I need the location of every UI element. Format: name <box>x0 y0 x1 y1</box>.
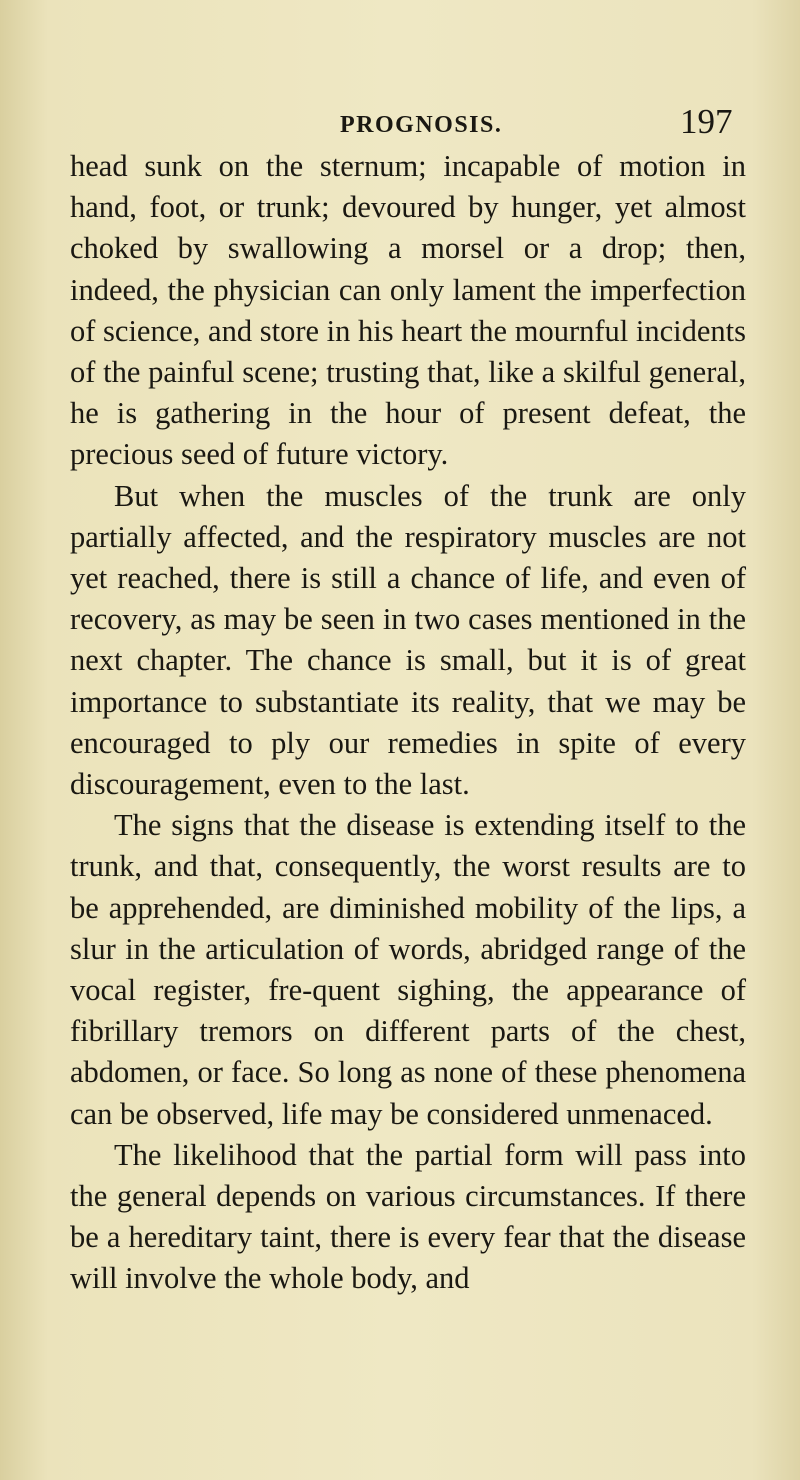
paragraph: The signs that the disease is extending itself to the trunk, and that, consequently, the worst results are to be apprehended, are diminished mobility of the lips, a slur in the articulation of words, abridged range of the vocal register, fre-quent sighing, the appearance of fibrillary tremors on different parts of the chest, abdomen, or face. So long as none of these phenomena can be observed, life may be considered unmenaced. <box>70 808 746 1131</box>
paragraph-continued: head sunk on the sternum; incapable of motion in hand, foot, or trunk; devoured by hunger, yet almost choked by swallowing a morsel or a drop; then, indeed, the physician can only lament the imperfection of science, and store in his heart the mournful incidents of the painful scene; trusting that, like a skilful general, he is gathering in the hour of present defeat, the precious seed of future victory. <box>70 149 746 472</box>
page-number: 197 <box>680 102 733 141</box>
paragraph: But when the muscles of the trunk are only partially affected, and the respiratory muscles are not yet reached, there is still a chance of life, and even of recovery, as may be seen in two cases mentioned in the next chapter. The chance is small, but it is of great importance to substantiate its reality, that we may be encouraged to ply our remedies in spite of every discouragement, even to the last. <box>70 478 746 802</box>
page-header <box>0 102 800 144</box>
body-text <box>70 146 746 1300</box>
running-title: PROGNOSIS. <box>340 112 503 138</box>
paragraph: The likelihood that the partial form will pass into the general depends on various circumstances. If there be a hereditary taint, there is every fear that the disease will involve the whole body, and <box>70 1137 746 1296</box>
